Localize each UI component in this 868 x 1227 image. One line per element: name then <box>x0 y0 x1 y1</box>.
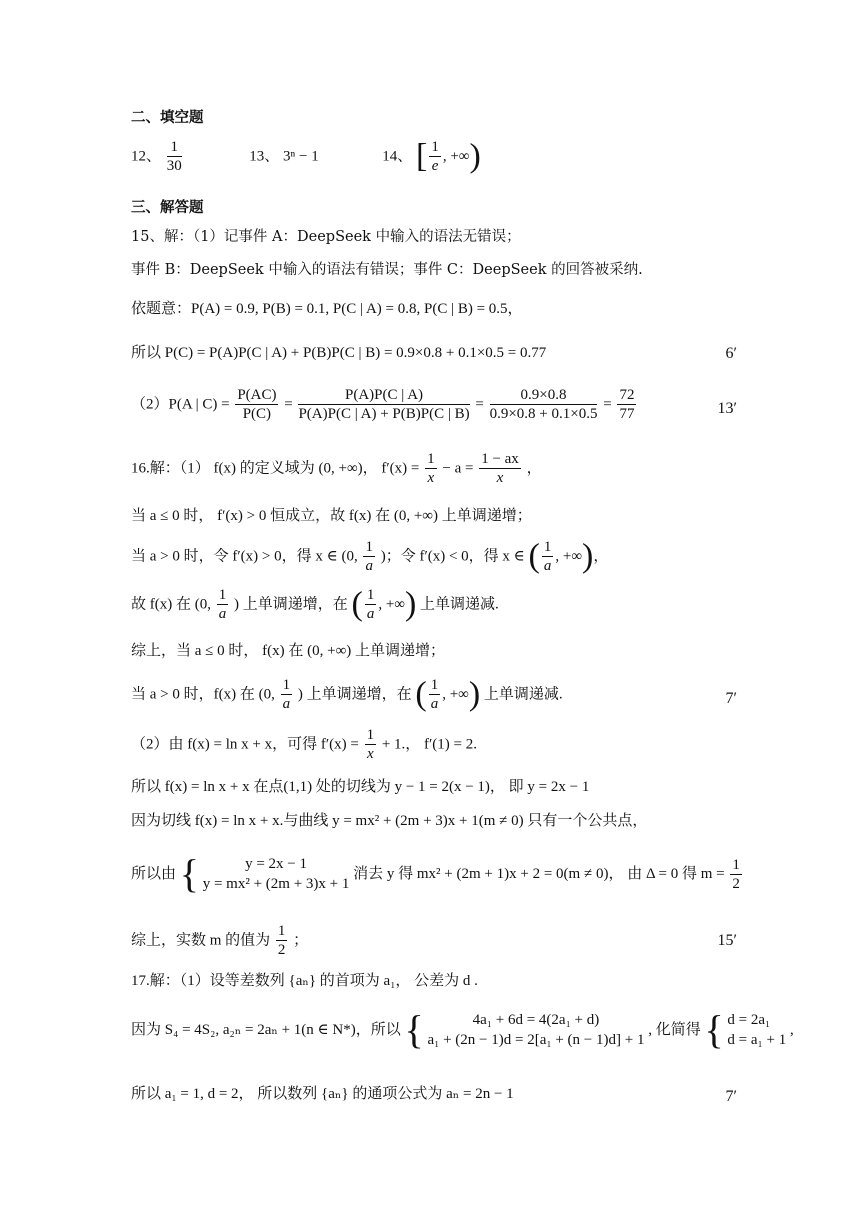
q16-line4: 故 f(x) 在 (0, $\frac{1}{a}$ ) 上单调递增，在 ( $\frac{1}{a}$ , +∞) 上单调递减. <box>131 585 499 623</box>
q16-line8: 所以 f(x) = ln x + x 在点(1,1) 处的切线为 y − 1 = 2(x − 1)， 即 y = 2x − 1 <box>131 779 590 795</box>
q15-score-2: 13′ <box>717 400 737 417</box>
q15-line4: 所以 P(C) = P(A)P(C | A) + P(B)P(C | B) = 0.9×0.8 + 0.1×0.5 = 0.77 <box>131 345 547 361</box>
q17-score-1: 7′ <box>725 1088 737 1105</box>
section-heading-fill: 二、填空题 <box>131 110 204 126</box>
q15-line3: 依题意：P(A) = 0.9, P(B) = 0.1, P(C | A) = 0.8, P(C | B) = 0.5， <box>131 301 523 317</box>
q14-label: 14、 <box>382 148 413 165</box>
q17-line2: 因为 S₄ = 4S₂, a₂ₙ = 2aₙ + 1(n ∈ N*)，所以 { 4a₁ + 6d = 4(2a₁ + d) a₁ + (2n − 1)d = 2[a₁ + (n − 1)d] + 1 , 化简得 { d = 2a₁ d = a₁ + 1 , <box>131 1007 794 1052</box>
q16-score-1: 7′ <box>725 690 737 707</box>
q16-line5: 综上，当 a ≤ 0 时， f(x) 在 (0, +∞) 上单调递增； <box>131 643 446 659</box>
q16-line2: 当 a ≤ 0 时， f′(x) > 0 恒成立，故 f(x) 在 (0, +∞) 上单调递增； <box>131 508 532 524</box>
section-heading-solve: 三、解答题 <box>131 200 204 216</box>
q16-line1: 16.解：（1） f(x) 的定义域为 (0, +∞)， f′(x) = $\frac{1}{x}$ − a = $\frac{1 - ax}{x}$ ， <box>131 451 542 486</box>
q15-line1: 15、解：（1）记事件 A：DeepSeek 中输入的语法无错误； <box>131 229 521 245</box>
q16-line3: 当 a > 0 时，令 f′(x) > 0，得 x ∈ (0, $\frac{1}{a}$ )；令 f′(x) < 0，得 x ∈ ( $\frac{1}{a}$ , +∞)， <box>131 537 609 575</box>
q12-answer: $\frac{1}{30}$ <box>166 139 182 174</box>
fill-answers-row <box>131 138 481 182</box>
q13-label: 13、 <box>249 148 280 165</box>
q15-line2: 事件 B：DeepSeek 中输入的语法有错误；事件 C：DeepSeek 的回答被采纳. <box>131 262 643 278</box>
q14-answer: [ $\frac{1}{e}$ , +∞) <box>415 137 481 175</box>
q16-line9: 因为切线 f(x) = ln x + x.与曲线 y = mx² + (2m + 3)x + 1(m ≠ 0) 只有一个公共点， <box>131 813 648 829</box>
q16-line6: 当 a > 0 时，f(x) 在 (0, $\frac{1}{a}$ ) 上单调递增，在 ( $\frac{1}{a}$ , +∞) 上单调递减. <box>131 675 563 713</box>
q16-score-2: 15′ <box>717 932 737 949</box>
q17-line3: 所以 a₁ = 1, d = 2， 所以数列 {aₙ} 的通项公式为 aₙ = 2n − 1 <box>131 1086 514 1102</box>
q17-line1: 17.解：（1）设等差数列 {aₙ} 的首项为 a₁， 公差为 d . <box>131 973 478 989</box>
q16-line7: （2）由 f(x) = ln x + x，可得 f′(x) = $\frac{1}{x}$ + 1.， f′(1) = 2. <box>131 727 477 762</box>
q15-score-1: 6′ <box>725 345 737 362</box>
q16-line10: 所以由 { y = 2x − 1 y = mx² + (2m + 3)x + 1 消去 y 得 mx² + (2m + 1)x + 2 = 0(m ≠ 0)， 由 Δ = 0 得 m = $\frac{1}{2}$ <box>131 851 740 896</box>
q15-part2: （2）P(A | C) = $\frac{P(AC)}{P(C)}$ = $\frac{P(A)P(C | A)}{P(A)P(C | A) + P(B)P(C | B)}$ = $\frac{0.9\times 0.8}{0.9\times 0.8 + 0.1\times 0.5}$ = $\frac{72}{77}$ <box>131 387 635 422</box>
q12-label: 12、 <box>131 148 162 165</box>
q13-answer: 3ⁿ − 1 <box>283 148 319 165</box>
q16-line11: 综上，实数 m 的值为 $\frac{1}{2}$ ； <box>131 923 309 958</box>
